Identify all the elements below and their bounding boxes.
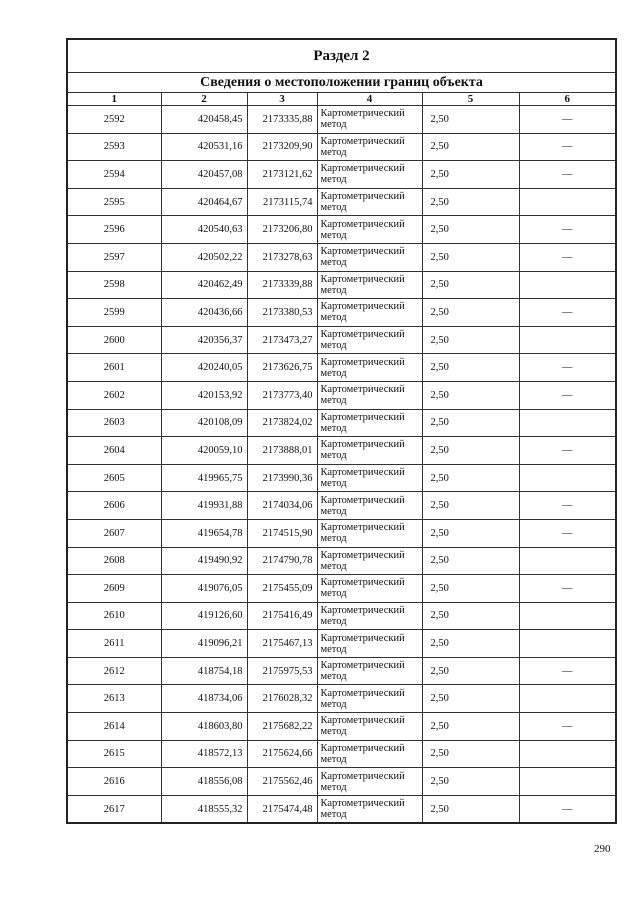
boundary-table-sheet — [66, 38, 615, 824]
cell-x: 420502,22 — [161, 243, 247, 271]
cell-y: 2175682,22 — [247, 713, 317, 741]
cell-method: Картометрический метод — [317, 575, 422, 603]
cell-x: 420108,09 — [161, 409, 247, 437]
cell-x: 418572,13 — [161, 740, 247, 768]
table-row — [67, 768, 616, 796]
table-row — [67, 492, 616, 520]
cell-y: 2173626,75 — [247, 354, 317, 382]
cell-desc: — — [519, 437, 616, 465]
table-row — [67, 575, 616, 603]
cell-acc: 2,50 — [422, 106, 519, 134]
column-header: 5 — [422, 93, 519, 106]
cell-desc: — — [519, 575, 616, 603]
cell-acc: 2,50 — [422, 409, 519, 437]
cell-n: 2614 — [67, 713, 161, 741]
cell-n: 2605 — [67, 464, 161, 492]
cell-desc: — — [519, 795, 616, 823]
cell-x: 418555,32 — [161, 795, 247, 823]
cell-y: 2176028,32 — [247, 685, 317, 713]
cell-y: 2175562,46 — [247, 768, 317, 796]
cell-x: 418734,06 — [161, 685, 247, 713]
cell-method: Картометрический метод — [317, 492, 422, 520]
cell-method: Картометрический метод — [317, 188, 422, 216]
column-header: 2 — [161, 93, 247, 106]
cell-n: 2612 — [67, 657, 161, 685]
cell-y: 2173206,80 — [247, 216, 317, 244]
cell-acc: 2,50 — [422, 519, 519, 547]
cell-method: Картометрический метод — [317, 547, 422, 575]
column-header: 3 — [247, 93, 317, 106]
cell-y: 2173335,88 — [247, 106, 317, 134]
cell-acc: 2,50 — [422, 492, 519, 520]
cell-y: 2173278,63 — [247, 243, 317, 271]
cell-x: 420153,92 — [161, 381, 247, 409]
table-row — [67, 630, 616, 658]
cell-n: 2608 — [67, 547, 161, 575]
section-title: Раздел 2 — [67, 39, 616, 73]
cell-y: 2173115,74 — [247, 188, 317, 216]
column-header-row — [67, 93, 616, 106]
cell-desc: — — [519, 243, 616, 271]
cell-desc: — — [519, 106, 616, 134]
cell-y: 2174790,78 — [247, 547, 317, 575]
cell-y: 2173380,53 — [247, 299, 317, 327]
cell-method: Картометрический метод — [317, 519, 422, 547]
column-header: 6 — [519, 93, 616, 106]
table-row — [67, 795, 616, 823]
table-row — [67, 547, 616, 575]
cell-method: Картометрический метод — [317, 326, 422, 354]
cell-acc: 2,50 — [422, 299, 519, 327]
cell-desc: — — [519, 381, 616, 409]
table-row — [67, 133, 616, 161]
cell-acc: 2,50 — [422, 740, 519, 768]
cell-acc: 2,50 — [422, 354, 519, 382]
cell-x: 419126,60 — [161, 602, 247, 630]
cell-n: 2611 — [67, 630, 161, 658]
cell-x: 420540,63 — [161, 216, 247, 244]
cell-acc: 2,50 — [422, 133, 519, 161]
cell-method: Картометрический метод — [317, 630, 422, 658]
cell-y: 2173824,02 — [247, 409, 317, 437]
cell-n: 2606 — [67, 492, 161, 520]
cell-x: 418754,18 — [161, 657, 247, 685]
cell-n: 2599 — [67, 299, 161, 327]
cell-method: Картометрический метод — [317, 216, 422, 244]
cell-method: Картометрический метод — [317, 106, 422, 134]
cell-desc — [519, 740, 616, 768]
table-row — [67, 602, 616, 630]
cell-x: 418556,08 — [161, 768, 247, 796]
cell-n: 2600 — [67, 326, 161, 354]
cell-acc: 2,50 — [422, 795, 519, 823]
table-row — [67, 740, 616, 768]
cell-desc: — — [519, 161, 616, 189]
cell-y: 2173990,36 — [247, 464, 317, 492]
cell-y: 2175455,09 — [247, 575, 317, 603]
cell-y: 2173888,01 — [247, 437, 317, 465]
table-row — [67, 354, 616, 382]
cell-acc: 2,50 — [422, 326, 519, 354]
cell-method: Картометрический метод — [317, 602, 422, 630]
cell-n: 2597 — [67, 243, 161, 271]
cell-n: 2616 — [67, 768, 161, 796]
cell-x: 420531,16 — [161, 133, 247, 161]
cell-desc — [519, 602, 616, 630]
cell-desc: — — [519, 299, 616, 327]
cell-desc: — — [519, 492, 616, 520]
cell-y: 2175975,53 — [247, 657, 317, 685]
table-row — [67, 106, 616, 134]
cell-method: Картометрический метод — [317, 685, 422, 713]
cell-method: Картометрический метод — [317, 437, 422, 465]
cell-acc: 2,50 — [422, 216, 519, 244]
cell-n: 2595 — [67, 188, 161, 216]
cell-method: Картометрический метод — [317, 354, 422, 382]
column-header: 4 — [317, 93, 422, 106]
cell-n: 2603 — [67, 409, 161, 437]
cell-x: 420240,05 — [161, 354, 247, 382]
cell-x: 420457,08 — [161, 161, 247, 189]
cell-x: 419096,21 — [161, 630, 247, 658]
cell-n: 2598 — [67, 271, 161, 299]
cell-n: 2602 — [67, 381, 161, 409]
cell-y: 2173773,40 — [247, 381, 317, 409]
cell-x: 420458,45 — [161, 106, 247, 134]
cell-y: 2175416,49 — [247, 602, 317, 630]
cell-method: Картометрический метод — [317, 768, 422, 796]
cell-method: Картометрический метод — [317, 409, 422, 437]
cell-y: 2175474,48 — [247, 795, 317, 823]
cell-acc: 2,50 — [422, 271, 519, 299]
cell-x: 419965,75 — [161, 464, 247, 492]
cell-n: 2593 — [67, 133, 161, 161]
cell-acc: 2,50 — [422, 575, 519, 603]
cell-y: 2173209,90 — [247, 133, 317, 161]
section-subtitle: Сведения о местоположении границ объекта — [67, 73, 616, 93]
table-row — [67, 381, 616, 409]
cell-desc — [519, 188, 616, 216]
table-row — [67, 713, 616, 741]
table-row — [67, 464, 616, 492]
cell-acc: 2,50 — [422, 657, 519, 685]
boundary-table — [66, 38, 617, 824]
cell-method: Картометрический метод — [317, 795, 422, 823]
cell-n: 2617 — [67, 795, 161, 823]
table-row — [67, 326, 616, 354]
cell-x: 419931,88 — [161, 492, 247, 520]
table-row — [67, 161, 616, 189]
cell-n: 2594 — [67, 161, 161, 189]
cell-desc: — — [519, 354, 616, 382]
table-row — [67, 409, 616, 437]
cell-acc: 2,50 — [422, 161, 519, 189]
table-row — [67, 657, 616, 685]
cell-acc: 2,50 — [422, 547, 519, 575]
cell-acc: 2,50 — [422, 685, 519, 713]
cell-method: Картометрический метод — [317, 133, 422, 161]
cell-x: 419076,05 — [161, 575, 247, 603]
cell-method: Картометрический метод — [317, 271, 422, 299]
cell-method: Картометрический метод — [317, 740, 422, 768]
cell-n: 2592 — [67, 106, 161, 134]
cell-n: 2613 — [67, 685, 161, 713]
cell-method: Картометрический метод — [317, 713, 422, 741]
cell-acc: 2,50 — [422, 188, 519, 216]
cell-y: 2175624,66 — [247, 740, 317, 768]
cell-x: 419490,92 — [161, 547, 247, 575]
cell-n: 2601 — [67, 354, 161, 382]
cell-desc: — — [519, 713, 616, 741]
cell-method: Картометрический метод — [317, 464, 422, 492]
cell-x: 420059,10 — [161, 437, 247, 465]
cell-desc — [519, 326, 616, 354]
cell-x: 420356,37 — [161, 326, 247, 354]
cell-desc — [519, 409, 616, 437]
table-row — [67, 519, 616, 547]
column-header: 1 — [67, 93, 161, 106]
cell-n: 2609 — [67, 575, 161, 603]
cell-x: 420462,49 — [161, 271, 247, 299]
cell-method: Картометрический метод — [317, 243, 422, 271]
cell-x: 420464,67 — [161, 188, 247, 216]
cell-acc: 2,50 — [422, 464, 519, 492]
cell-desc — [519, 768, 616, 796]
cell-x: 420436,66 — [161, 299, 247, 327]
cell-desc — [519, 685, 616, 713]
cell-desc: — — [519, 519, 616, 547]
cell-n: 2604 — [67, 437, 161, 465]
cell-acc: 2,50 — [422, 381, 519, 409]
table-row — [67, 299, 616, 327]
cell-desc: — — [519, 216, 616, 244]
cell-desc: — — [519, 657, 616, 685]
cell-n: 2610 — [67, 602, 161, 630]
cell-method: Картометрический метод — [317, 381, 422, 409]
cell-y: 2173339,88 — [247, 271, 317, 299]
cell-y: 2174034,06 — [247, 492, 317, 520]
table-row — [67, 216, 616, 244]
table-row — [67, 685, 616, 713]
cell-method: Картометрический метод — [317, 299, 422, 327]
page-number: 290 — [594, 843, 611, 855]
cell-desc — [519, 464, 616, 492]
cell-desc — [519, 547, 616, 575]
cell-acc: 2,50 — [422, 713, 519, 741]
cell-desc — [519, 630, 616, 658]
table-row — [67, 437, 616, 465]
cell-x: 419654,78 — [161, 519, 247, 547]
cell-n: 2607 — [67, 519, 161, 547]
cell-y: 2173121,62 — [247, 161, 317, 189]
cell-acc: 2,50 — [422, 630, 519, 658]
cell-acc: 2,50 — [422, 602, 519, 630]
cell-method: Картометрический метод — [317, 161, 422, 189]
cell-y: 2174515,90 — [247, 519, 317, 547]
cell-y: 2175467,13 — [247, 630, 317, 658]
table-row — [67, 188, 616, 216]
cell-n: 2615 — [67, 740, 161, 768]
cell-method: Картометрический метод — [317, 657, 422, 685]
cell-desc: — — [519, 133, 616, 161]
cell-acc: 2,50 — [422, 437, 519, 465]
cell-x: 418603,80 — [161, 713, 247, 741]
cell-desc — [519, 271, 616, 299]
table-row — [67, 271, 616, 299]
cell-acc: 2,50 — [422, 768, 519, 796]
table-row — [67, 243, 616, 271]
cell-n: 2596 — [67, 216, 161, 244]
cell-y: 2173473,27 — [247, 326, 317, 354]
cell-acc: 2,50 — [422, 243, 519, 271]
